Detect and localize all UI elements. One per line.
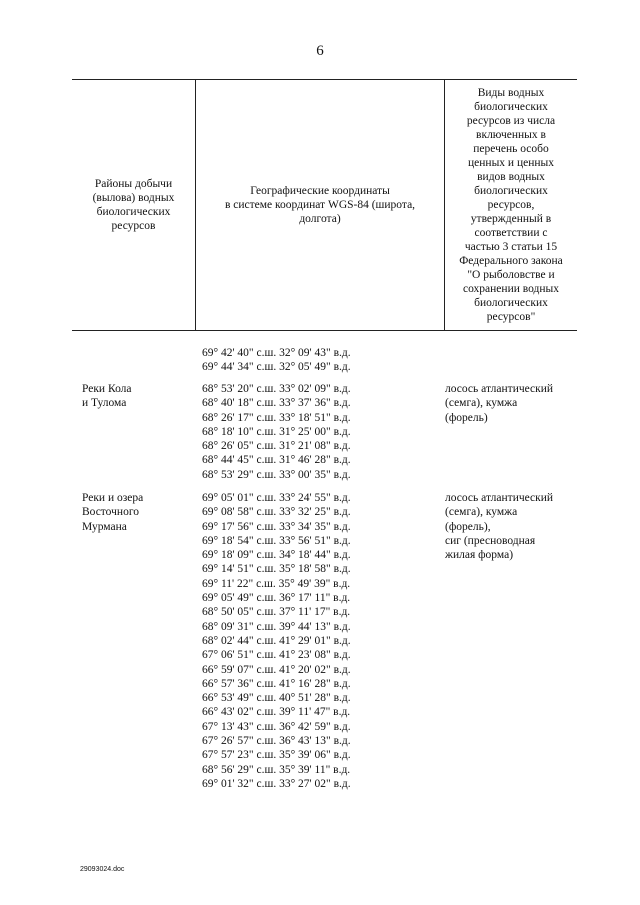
continuation-coords	[202, 346, 422, 375]
coordinate-line: 69° 14' 51" с.ш. 35° 18' 58" в.д.	[202, 563, 351, 576]
region-line: Реки и озера	[82, 492, 144, 504]
coordinate-line: 68° 53' 29" с.ш. 33° 00' 35" в.д.	[202, 468, 351, 481]
coordinate-line: 66° 53' 49" с.ш. 40° 51' 28" в.д.	[202, 692, 351, 705]
region-line: Мурмана	[82, 520, 127, 533]
header-coordinates-text: Географические координаты в системе координат WGS-84 (широта, долгота)	[224, 185, 416, 225]
region-line: Реки Кола	[82, 383, 132, 395]
header-regions	[72, 80, 195, 330]
coordinate-line: 69° 18' 09" с.ш. 34° 18' 44" в.д.	[202, 549, 351, 562]
region-line: и Тулома	[82, 397, 127, 410]
coordinate-line: 69° 01' 32" с.ш. 33° 27' 02" в.д.	[202, 777, 351, 790]
species-line: (форель),	[445, 520, 491, 533]
coordinate-line: 69° 17' 56" с.ш. 33° 34' 35" в.д.	[202, 520, 351, 533]
coordinate-line: 68° 44' 45" с.ш. 31° 46' 28" в.д.	[202, 454, 351, 467]
region-line: Восточного	[82, 506, 140, 519]
coordinate-line: 69° 08' 58" с.ш. 33° 32' 25" в.д.	[202, 506, 351, 519]
coordinate-line: 69° 18' 54" с.ш. 33° 56' 51" в.д.	[202, 534, 351, 547]
species-line: сиг (пресноводная	[445, 534, 536, 547]
coordinate-line: 69° 42' 40" с.ш. 32° 09' 43" в.д.	[202, 347, 351, 359]
coordinates-list	[202, 382, 422, 482]
table-header	[72, 79, 577, 331]
coordinate-line: 68° 18' 10" с.ш. 31° 25' 00" в.д.	[202, 425, 351, 438]
coordinate-line: 68° 02' 44" с.ш. 41° 29' 01" в.д.	[202, 634, 351, 647]
coordinate-line: 69° 11' 22" с.ш. 35° 49' 39" в.д.	[202, 577, 351, 590]
coordinate-line: 69° 44' 34" с.ш. 32° 05' 49" в.д.	[202, 361, 351, 374]
species-line: (семга), кумжа	[445, 506, 518, 519]
coordinates-list	[202, 491, 422, 791]
species-line: жилая форма)	[445, 549, 514, 562]
coordinate-line: 68° 26' 05" с.ш. 31° 21' 08" в.д.	[202, 440, 351, 453]
coordinate-line: 68° 40' 18" с.ш. 33° 37' 36" в.д.	[202, 397, 351, 410]
coordinate-line: 66° 43' 02" с.ш. 39° 11' 47" в.д.	[202, 706, 351, 719]
region-name	[82, 382, 192, 411]
coordinate-line: 68° 53' 20" с.ш. 33° 02' 09" в.д.	[202, 383, 351, 395]
coordinate-line: 67° 06' 51" с.ш. 41° 23' 08" в.д.	[202, 649, 351, 662]
coordinate-line: 67° 13' 43" с.ш. 36° 42' 59" в.д.	[202, 720, 351, 733]
species-line: (форель)	[445, 411, 488, 424]
region-name	[82, 491, 192, 534]
species-line: (семга), кумжа	[445, 397, 518, 410]
header-coordinates	[196, 80, 444, 330]
species-line: лосось атлантический	[445, 492, 554, 504]
coordinate-line: 67° 26' 57" с.ш. 36° 43' 13" в.д.	[202, 735, 351, 748]
coordinate-line: 69° 05' 49" с.ш. 36° 17' 11" в.д.	[202, 592, 351, 605]
coordinate-line: 66° 59' 07" с.ш. 41° 20' 02" в.д.	[202, 663, 351, 676]
coordinate-line: 68° 09' 31" с.ш. 39° 44' 13" в.д.	[202, 620, 351, 633]
species-line: лосось атлантический	[445, 383, 554, 395]
coordinate-line: 69° 05' 01" с.ш. 33° 24' 55" в.д.	[202, 492, 351, 504]
species-list	[445, 382, 580, 425]
header-species	[445, 80, 577, 330]
header-species-text: Виды водных биологических ресурсов из числа включенных в перечень особо ценных и ценных видов водных биологических ресурсов, утвержденный в соответствии с частью 3 статьи 15 Федерального закона "О рыболовстве и сохранении водных биологических ресурсов"	[459, 87, 563, 323]
header-regions-text: Районы добычи (вылова) водных биологических ресурсов	[92, 178, 175, 232]
coordinate-line: 66° 57' 36" с.ш. 41° 16' 28" в.д.	[202, 677, 351, 690]
species-list	[445, 491, 580, 562]
coordinate-line: 68° 56' 29" с.ш. 35° 39' 11" в.д.	[202, 763, 351, 776]
coordinate-line: 67° 57' 23" с.ш. 35° 39' 06" в.д.	[202, 749, 351, 762]
coordinate-line: 68° 26' 17" с.ш. 33° 18' 51" в.д.	[202, 411, 351, 424]
document-filename: 29093024.doc	[80, 866, 125, 873]
coordinate-line: 68° 50' 05" с.ш. 37° 11' 17" в.д.	[202, 606, 351, 619]
page-number: 6	[316, 43, 324, 59]
